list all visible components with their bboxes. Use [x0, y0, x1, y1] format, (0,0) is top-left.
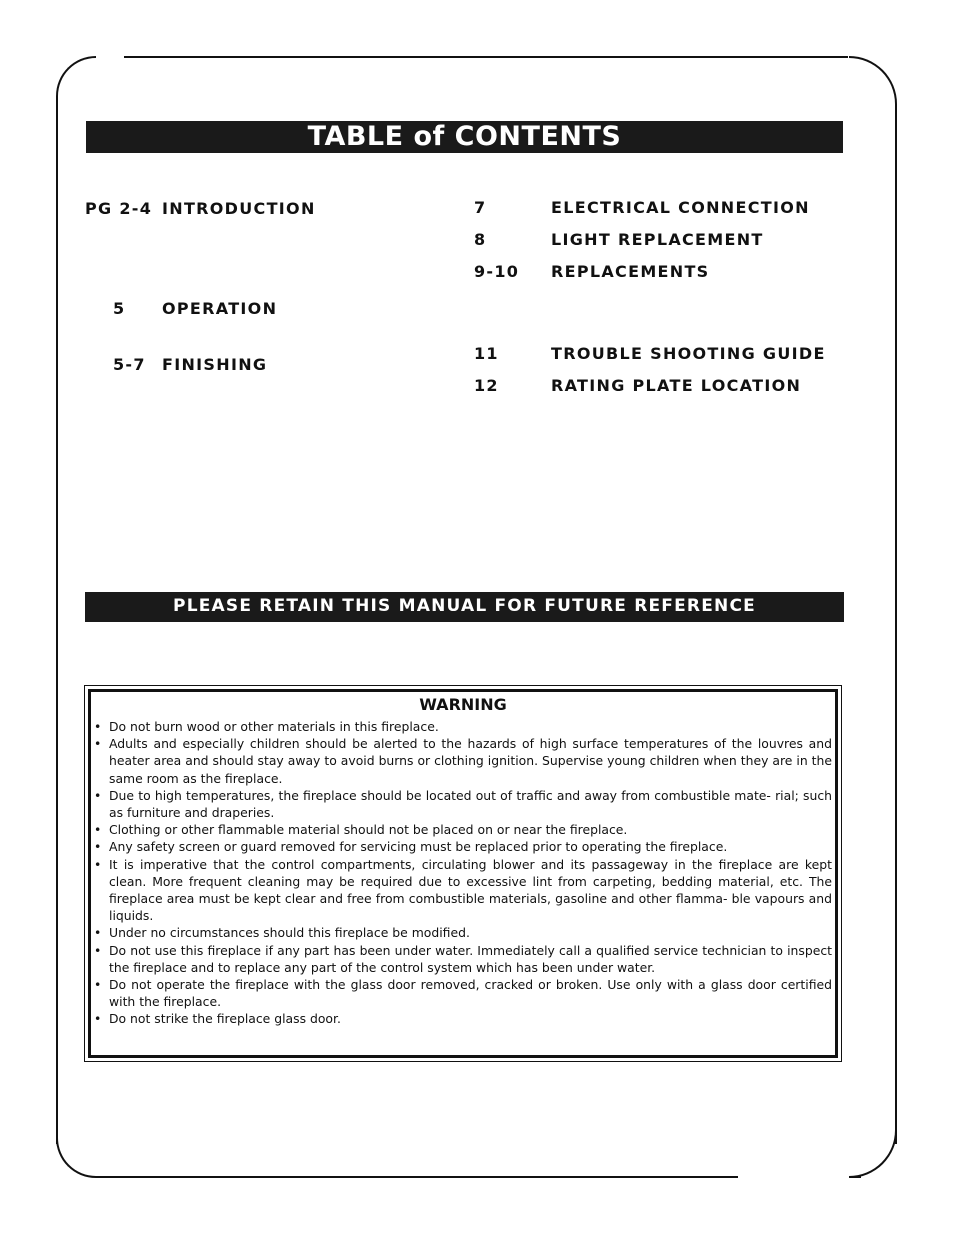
- warning-item: [92, 976, 832, 1010]
- toc-page: 11: [474, 344, 499, 363]
- toc-label: LIGHT REPLACEMENT: [551, 230, 764, 249]
- toc-label: FINISHING: [162, 355, 268, 374]
- toc-label: REPLACEMENTS: [551, 262, 710, 281]
- bullet-icon: •: [94, 839, 102, 855]
- bullet-icon: •: [94, 719, 102, 734]
- warning-title: WARNING: [419, 695, 507, 714]
- toc-page: 8: [474, 230, 487, 249]
- warning-item-text: It is imperative that the control compartments, circulating blower and its passageway in the fireplace are kept clean. More frequent cleaning may be required due to excessive lint from carpeting, bedding material, etc. The fireplace area must be kept clear and free from combustible materials, gasoline and other flamma- ble vapours and liquids.: [109, 856, 832, 924]
- bullet-icon: •: [94, 822, 102, 838]
- frame-corner: [56, 1130, 96, 1178]
- warning-item: [92, 856, 832, 925]
- warning-item-text: Do not burn wood or other materials in this fireplace.: [109, 719, 439, 734]
- frame-corner: [56, 56, 96, 104]
- bullet-icon: •: [94, 856, 102, 872]
- frame-right-line: [895, 104, 897, 1144]
- bullet-icon: •: [94, 1011, 102, 1027]
- warning-item-text: Due to high temperatures, the fireplace should be located out of traffic and away from combustible mate- rial; such as furniture and draperies.: [109, 787, 832, 821]
- frame-corner: [849, 56, 897, 104]
- warning-item: [92, 718, 832, 735]
- frame-corner: [849, 1130, 897, 1178]
- toc-page: 5-7: [113, 355, 146, 374]
- toc-page: 7: [474, 198, 487, 217]
- toc-label: RATING PLATE LOCATION: [551, 376, 802, 395]
- warning-item: [92, 924, 832, 941]
- frame-left-line: [56, 104, 58, 1144]
- toc-page: 5: [113, 299, 126, 318]
- bullet-icon: •: [94, 736, 102, 752]
- bullet-icon: •: [94, 925, 102, 941]
- warning-item: [92, 735, 832, 787]
- toc-label: ELECTRICAL CONNECTION: [551, 198, 810, 217]
- warning-list: [92, 718, 832, 1028]
- bullet-icon: •: [94, 977, 102, 993]
- warning-item-text: Do not use this fireplace if any part has been under water. Immediately call a qualified service technician to inspect the fireplace and to replace any part of the control system which has been under water.: [109, 942, 832, 975]
- toc-label: OPERATION: [162, 299, 278, 318]
- warning-item: [92, 821, 832, 838]
- bullet-icon: •: [94, 942, 102, 958]
- warning-item: [92, 838, 832, 855]
- frame-top-line: [124, 56, 848, 58]
- bullet-icon: •: [94, 787, 102, 803]
- warning-item-text: Under no circumstances should this fireplace be modified.: [109, 925, 470, 941]
- toc-page: PG 2-4: [85, 199, 153, 218]
- warning-item: [92, 787, 832, 821]
- toc-label: TROUBLE SHOOTING GUIDE: [551, 344, 826, 363]
- page-title: TABLE of CONTENTS: [86, 121, 843, 153]
- warning-item: [92, 1010, 832, 1027]
- warning-item-text: Do not operate the fireplace with the glass door removed, cracked or broken. Use only with a glass door certified with the fireplace.: [109, 977, 832, 1010]
- warning-item-text: Any safety screen or guard removed for servicing must be replaced prior to operating the fireplace.: [109, 839, 728, 855]
- warning-item: [92, 942, 832, 976]
- toc-page: 9-10: [474, 262, 520, 281]
- toc-label: INTRODUCTION: [162, 199, 316, 218]
- warning-item-text: Clothing or other flammable material should not be placed on or near the fireplace.: [109, 822, 628, 838]
- warning-item-text: Do not strike the fireplace glass door.: [109, 1011, 341, 1027]
- toc-page: 12: [474, 376, 499, 395]
- frame-bottom-line: [96, 1176, 738, 1178]
- retain-manual-notice: PLEASE RETAIN THIS MANUAL FOR FUTURE REFERENCE: [85, 592, 844, 622]
- warning-item-text: Adults and especially children should be alerted to the hazards of high surface temperatures of the louvres and heater area and should stay away to avoid burns or clothing ignition. Supervise young children when they are in the same room as the fireplace.: [109, 736, 832, 786]
